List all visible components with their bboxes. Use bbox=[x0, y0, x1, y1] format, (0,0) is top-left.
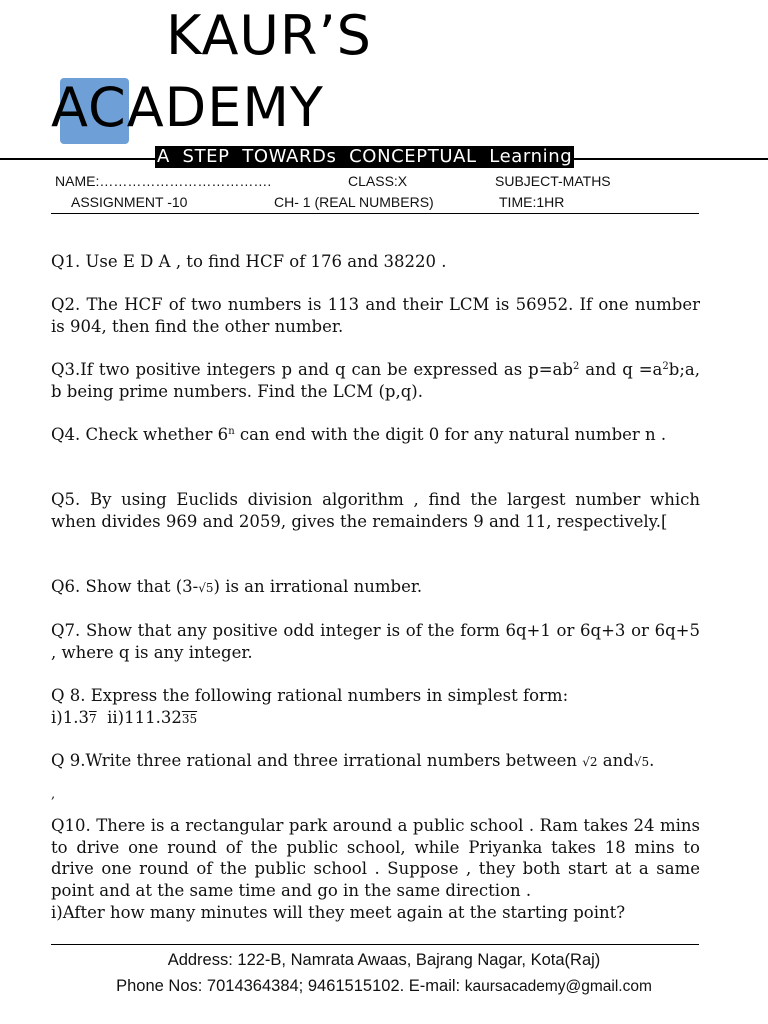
repeating-bar-35: 35 bbox=[181, 711, 198, 726]
sqrt-2-symbol: √2 bbox=[582, 755, 598, 769]
assignment-label: ASSIGNMENT -10 bbox=[71, 194, 188, 210]
question-8: Q 8. Express the following rational numbers in simplest form: i)1.37 ii)111.3235 bbox=[51, 686, 569, 727]
sqrt-5-symbol: √5 bbox=[633, 755, 650, 769]
sqrt-5-symbol: √5 bbox=[198, 581, 214, 595]
email-link[interactable]: kaursacademy@gmail.com bbox=[464, 978, 652, 995]
academy-title-line1: KAUR’S bbox=[166, 4, 372, 67]
stray-mark: , bbox=[51, 787, 56, 802]
question-4: Q4. Check whether 6$^n$ can end with the digit 0 for any natural number n . bbox=[51, 425, 667, 444]
question-6: Q6. Show that (3-√5) is an irrational number. bbox=[51, 577, 423, 596]
academy-title-line2: ACADEMY bbox=[51, 76, 324, 139]
question-2: Q2. The HCF of two numbers is 113 and their LCM is 56952. If one number is 904, then find the other number. bbox=[51, 295, 700, 336]
question-9: Q 9.Write three rational and three irrational numbers between √2 and√5. bbox=[51, 751, 655, 770]
footer-divider bbox=[51, 944, 699, 945]
question-7: Q7. Show that any positive odd integer is of the form 6q+1 or 6q+3 or 6q+5 , where q is any integer. bbox=[51, 621, 700, 662]
time-label: TIME:1HR bbox=[499, 194, 565, 210]
chapter-label: CH- 1 (REAL NUMBERS) bbox=[274, 194, 434, 210]
footer-address: Address: 122-B, Namrata Awaas, Bajrang Nagar, Kota(Raj) bbox=[167, 951, 601, 969]
info-divider bbox=[51, 213, 699, 214]
footer-contact: Phone Nos: 7014364384; 9461515102. E-mail: kaursacademy@gmail.com bbox=[116, 977, 652, 995]
question-3: Q3.If two positive integers p and q can be expressed as $p=ab^2$ and $q =a^2b;a$, b being prime numbers. Find the LCM (p,q). bbox=[51, 360, 700, 401]
name-field-label: NAME:………………………………. bbox=[55, 173, 272, 189]
subject-label: SUBJECT-MATHS bbox=[495, 173, 611, 189]
class-label: CLASS:X bbox=[348, 173, 408, 189]
tagline-banner: A STEP TOWARDs CONCEPTUAL Learning bbox=[157, 146, 573, 167]
question-1: Q1. Use E D A , to find HCF of 176 and 38220 . bbox=[51, 252, 447, 271]
repeating-bar-7: 7 bbox=[88, 711, 97, 726]
question-5: Q5. By using Euclids division algorithm , find the largest number which when divides 969 and 2059, gives the remainders 9 and 11, respectively.[ bbox=[51, 490, 700, 531]
question-10: Q10. There is a rectangular park around a public school . Ram takes 24 mins to drive one round of the public school, while Priyanka takes 18 mins to drive one round of the public school . Suppose , they both start at a same point and at the same time and go in the same direction . i)After how many minutes will they meet again at the starting point? bbox=[51, 816, 700, 922]
